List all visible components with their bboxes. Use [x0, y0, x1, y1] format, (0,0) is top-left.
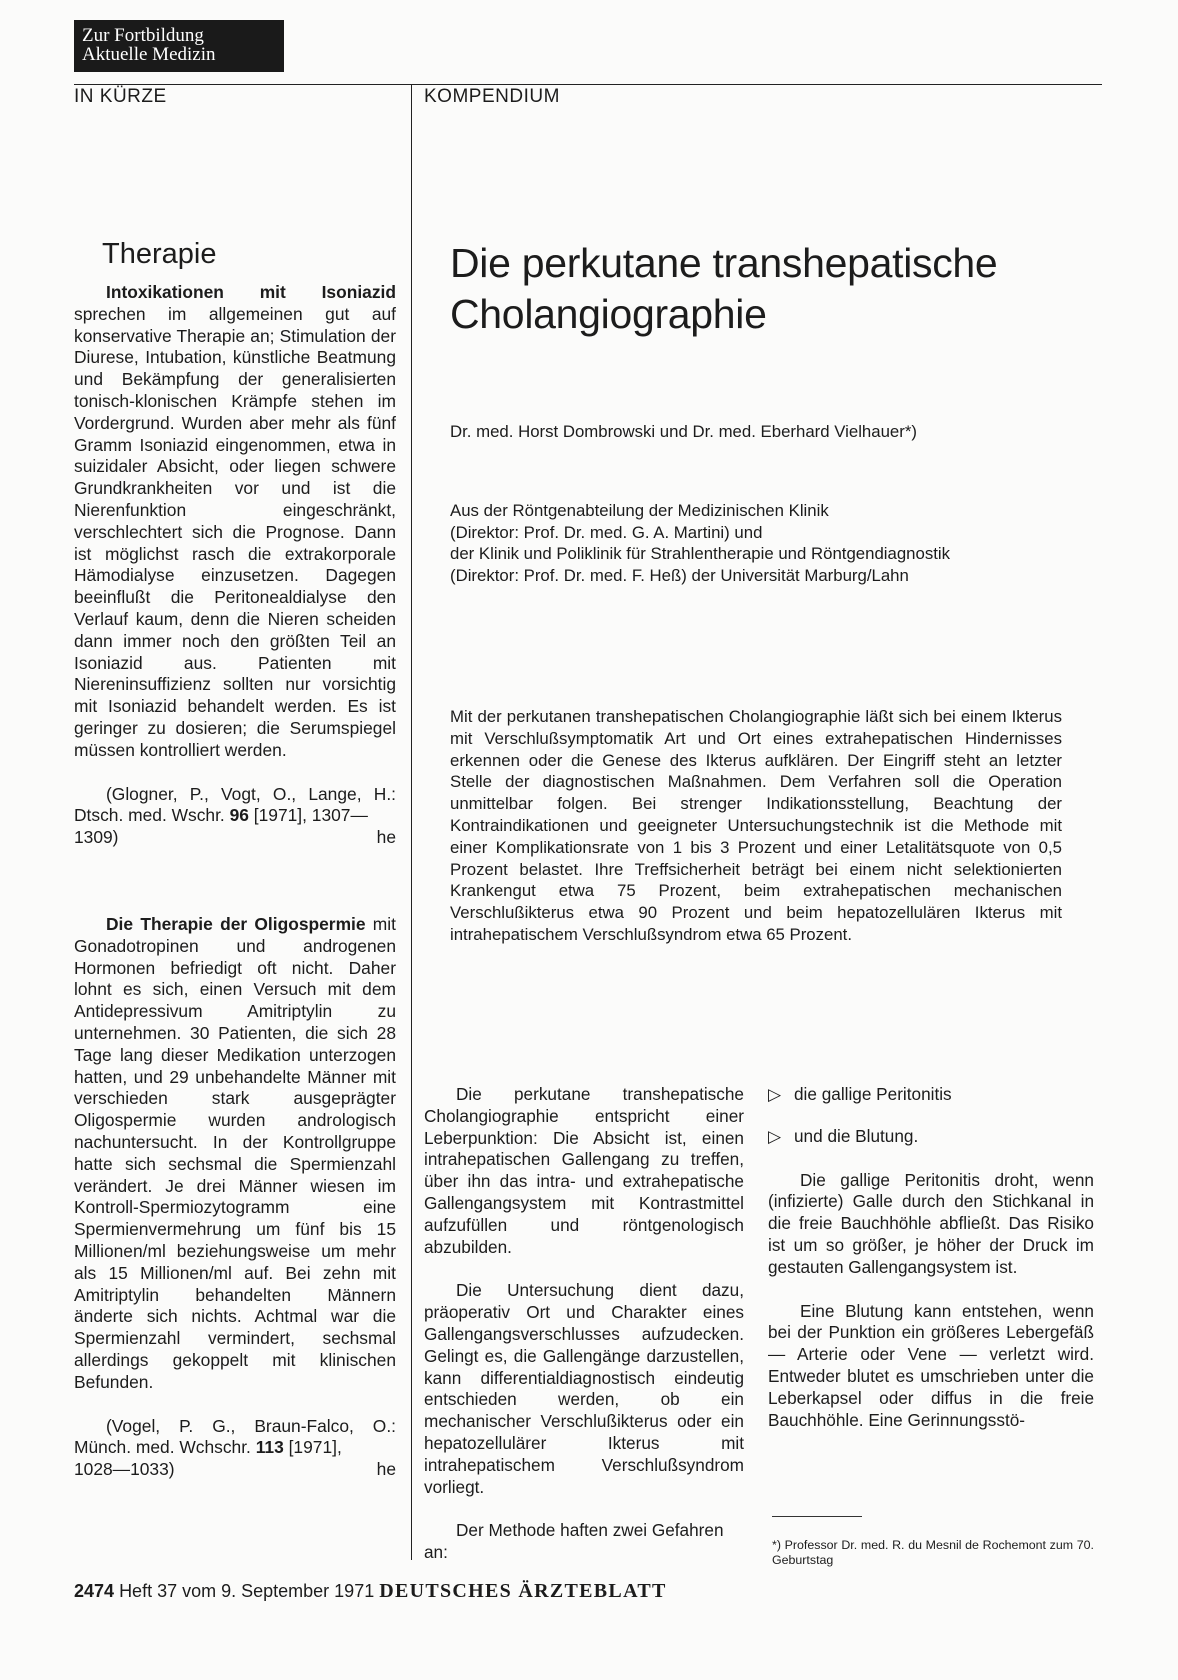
author-signature: he [376, 1459, 396, 1480]
news-item-text: sprechen im allgemeinen gut auf konservative Therapie an; Stimulation der Diurese, Intubation, künstliche Beatmung und Bekämpfung der generalisierten tonisch-klonischen Krämpfe stehen im Vordergrund. Wurden aber mehr als fünf Gramm Isoniazid eingenommen, etwa in suizidaler Absicht, oder liegen schwere Grundkrankheiten vor und ist die Nierenfunktion eingeschränkt, verschlechtert sich die Prognose. Dann ist möglichst rasch die extrakorporale Hämodialyse einzusetzen. Dagegen beeinflußt die Peritonealdialyse den Verlauf kaum, denn die Nieren scheiden dann immer noch den größten Teil an Isoniazid aus. Patienten mit Niereninsuffizienz sollten nur vorsichtig mit Isoniazid behandelt werden. Es ist geringer zu dosieren; die Serumspiegel müssen kontrolliert werden. [74, 303, 396, 760]
triangle-bullet-icon: ▷ [768, 1125, 782, 1146]
news-item-reference: (Glogner, P., Vogt, O., Lange, H.: Dtsch. med. Wschr. 96 [1971], 1307— [74, 783, 396, 826]
section-header-box [74, 20, 284, 72]
news-item-text: mit Gonadotropinen und androgenen Hormonen befriedigt oft nicht. Daher lohnt es sich, einen Versuch mit dem Antidepressivum Amitriptylin zu unternehmen. 30 Patienten, die sich 28 Tage lang dieser Medikation unterzogen hatten, und 29 unbehandelte Männer mit verschieden stark ausgeprägter Oligospermie wurden andrologisch nachuntersucht. In der Kontrollgruppe hatte sich sechsmal die Spermienzahl verändert. Je drei Männer wiesen im Kontroll-Spermiozytogramm eine Spermienvermehrung um fünf bis 15 Millionen/ml beziehungsweise um mehr als 15 Millionen/ml auf. Bei zehn mit Amitriptylin behandelten Männern änderte sich nichts. Achtmal war die Spermienzahl vermindert, sechsmal allerdings gekoppelt mit klinischen Befunden. [74, 914, 396, 1392]
article-abstract: Mit der perkutanen transhepatischen Cholangiographie läßt sich bei einem Ikterus mit Verschlußsymptomatik Art und Ort eines extrahepatischen Hindernisses erkennen oder die Genese des Ikterus aufklären. Der Eingriff steht an letzter Stelle der diagnostischen Maßnahmen. Dem Verfahren soll die Operation unmittelbar folgen. Bei strenger Indikationsstellung, Beachtung der Kontraindikationen und geeigneter Untersuchungstechnik ist die Methode mit einer Komplikationsrate von 1 bis 3 Prozent und einer Letalitätsquote von 0,5 Prozent belastet. Ihre Treffsicherheit beträgt bei einem nicht selektionierten Krankengut etwa 75 Prozent, beim extrahepatischen mechanischen Verschlußikterus etwa 90 Prozent und beim hepatozellulären Ikterus mit intrahepatischem Verschlußsyndrom etwa 65 Prozent. [450, 707, 1062, 944]
footnote-rule [772, 1516, 862, 1517]
news-item-oligospermie [74, 914, 396, 1481]
article-body-column-1 [424, 1084, 744, 1564]
list-item: ▷ die gallige Peritonitis [768, 1084, 952, 1104]
column-divider [411, 84, 412, 1560]
article-authors: Dr. med. Horst Dombrowski und Dr. med. Eberhard Vielhauer*) [450, 422, 917, 441]
header-line-2: Aktuelle Medizin [82, 44, 216, 65]
section-label-right: KOMPENDIUM [424, 86, 560, 107]
author-signature: he [376, 827, 396, 848]
section-label-left: IN KÜRZE [74, 86, 167, 107]
list-item: ▷ und die Blutung. [768, 1125, 919, 1146]
body-paragraph: Die gallige Peritonitis droht, wenn (infizierte) Galle durch den Stichkanal in die freie Bauchhöhle abfließt. Das Risiko ist um so größer, je höher der Druck im gestauten Gallengangsystem ist. [768, 1169, 1094, 1277]
article-title-line-2: Cholangiographie [450, 291, 767, 337]
reference-pages: 1309) [74, 827, 119, 848]
body-paragraph: Die perkutane transhepatische Cholangiographie entspricht einer Leberpunktion: Die Absicht ist, einen intrahepatischen Gallengang zu treffen, über ihn das intra- und extrahepatische Gallengangsystem mit Kontrastmittel aufzufüllen und röntgenologisch abzubilden. [424, 1084, 744, 1257]
reference-pages: 1028—1033) [74, 1459, 175, 1480]
top-rule [74, 84, 1102, 85]
body-paragraph: Der Methode haften zwei Gefahren an: [424, 1520, 724, 1563]
issue-info: Heft 37 vom 9. September 1971 [119, 1581, 375, 1601]
news-item-heading: Intoxikationen mit Isoniazid [106, 282, 396, 302]
news-item-reference: (Vogel, P. G., Braun-Falco, O.: Münch. med. Wchschr. 113 [1971], [74, 1415, 396, 1458]
body-paragraph: Eine Blutung kann entstehen, wenn bei der Punktion ein größeres Lebergefäß — Arterie oder Vene — verletzt wird. Entweder blutet es umschrieben unter die Leberkapsel oder diffus in die freie Bauchhöhle. Eine Gerinnungsstö- [768, 1300, 1094, 1430]
journal-name: DEUTSCHES ÄRZTEBLATT [379, 1580, 667, 1602]
article-affiliation: Aus der Röntgenabteilung der Medizinischen Klinik (Direktor: Prof. Dr. med. G. A. Martini) und der Klinik und Poliklinik für Strahlentherapie und Röntgendiagnostik (Direktor: Prof. Dr. med. F. Heß) der Universität Marburg/Lahn [450, 501, 951, 585]
article-title [450, 238, 1090, 340]
page-footer [74, 1580, 667, 1603]
body-paragraph: Die Untersuchung dient dazu, präoperativ Ort und Charakter eines Gallengangsverschlusses aufzudecken. Gelingt es, die Gallengänge darzustellen, kann differentialdiagnostisch eindeutig entschieden werden, ob ein mechanischer Verschlußikterus oder ein hepatozellulärer Ikterus mit intrahepatischem Verschlußsyndrom vorliegt. [424, 1280, 744, 1497]
triangle-bullet-icon: ▷ [768, 1084, 782, 1104]
left-column-title: Therapie [102, 238, 217, 270]
page-number: 2474 [74, 1581, 115, 1601]
news-item-heading: Die Therapie der Oligospermie [106, 914, 366, 934]
article-body-column-2 [768, 1084, 1094, 1431]
footnote: *) Professor Dr. med. R. du Mesnil de Rochemont zum 70. Geburtstag [772, 1538, 1094, 1567]
news-item-isoniazid [74, 282, 396, 849]
article-title-line-1: Die perkutane transhepatische [450, 240, 998, 286]
header-line-1: Zur Fortbildung [82, 25, 204, 46]
